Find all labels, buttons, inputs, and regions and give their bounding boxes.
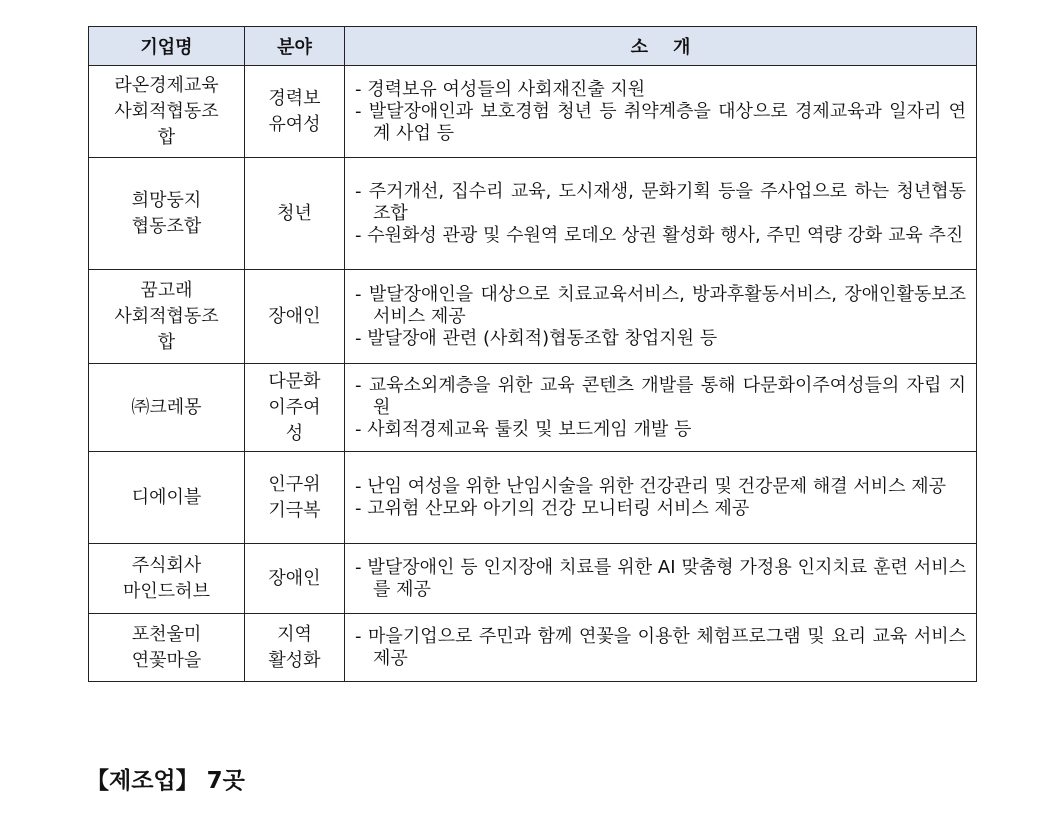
company-name-line: 사회적협동조: [114, 100, 219, 122]
company-name-line: ㈜크레몽: [131, 396, 202, 418]
company-name-cell: [89, 544, 245, 614]
field-cell: [245, 66, 345, 158]
table-row: [89, 270, 977, 364]
table-row: [89, 66, 977, 158]
header-company: 기업명: [89, 27, 245, 66]
table-row: [89, 364, 977, 452]
field-cell: [245, 270, 345, 364]
table-header: [89, 27, 977, 66]
company-name-line: 희망둥지: [131, 189, 202, 211]
company-table: [88, 26, 977, 682]
section-heading: 【제조업】 7곳: [86, 768, 245, 794]
table-row: [89, 452, 977, 544]
field-line: 유여성: [268, 113, 321, 135]
field-line: 다문화: [268, 370, 321, 392]
table-row: [89, 544, 977, 614]
field-line: 청년: [277, 202, 312, 224]
company-name-cell: [89, 364, 245, 452]
table-row: [89, 614, 977, 682]
description-cell: [345, 270, 977, 364]
description-cell: [345, 614, 977, 682]
field-line: 장애인: [268, 305, 321, 327]
description-item: - 발달장애 관련 (사회적)협동조합 창업지원 등: [355, 327, 718, 349]
company-name-cell: [89, 270, 245, 364]
company-name-line: 라온경제교육: [114, 74, 219, 96]
description-item: - 주거개선, 집수리 교육, 도시재생, 문화기획 등을 주사업으로 하는 청년협동조합: [355, 180, 966, 224]
field-line: 이주여: [268, 396, 321, 418]
company-name-cell: [89, 158, 245, 270]
field-cell: [245, 452, 345, 544]
company-name-line: 합: [157, 331, 176, 353]
company-name-line: 협동조합: [131, 215, 202, 237]
field-line: 인구위: [268, 473, 321, 495]
description-cell: [345, 452, 977, 544]
description-item: - 고위험 산모와 아기의 건강 모니터링 서비스 제공: [355, 497, 750, 519]
description-item: - 경력보유 여성들의 사회재진출 지원: [355, 78, 646, 100]
header-intro: 소 개: [345, 27, 977, 66]
field-cell: [245, 544, 345, 614]
table-body: [89, 66, 977, 682]
description-item: - 난임 여성을 위한 난임시술을 위한 건강관리 및 건강문제 해결 서비스 제공: [355, 475, 947, 497]
table-row: [89, 158, 977, 270]
description-item: - 마을기업으로 주민과 함께 연꽃을 이용한 체험프로그램 및 요리 교육 서비스 제공: [355, 625, 966, 669]
header-row: [89, 27, 977, 66]
company-name-line: 마인드허브: [123, 580, 210, 602]
field-cell: [245, 364, 345, 452]
company-name-line: 합: [157, 126, 176, 148]
company-name-line: 사회적협동조: [114, 305, 219, 327]
company-name-cell: [89, 614, 245, 682]
field-line: 장애인: [268, 567, 321, 589]
description-cell: [345, 364, 977, 452]
company-name-cell: [89, 452, 245, 544]
description-item: - 발달장애인을 대상으로 치료교육서비스, 방과후활동서비스, 장애인활동보조 서비스 제공: [355, 283, 966, 327]
field-cell: [245, 614, 345, 682]
company-name-line: 꿈고래: [140, 279, 193, 301]
company-name-line: 포천울미: [131, 623, 202, 645]
description-cell: [345, 66, 977, 158]
description-item: - 교육소외계층을 위한 교육 콘텐츠 개발를 통해 다문화이주여성들의 자립 지원: [355, 374, 966, 418]
description-item: - 사회적경제교육 툴킷 및 보드게임 개발 등: [355, 418, 692, 440]
company-name-line: 연꽃마을: [131, 649, 202, 671]
description-item: - 발달장애인과 보호경험 청년 등 취약계층을 대상으로 경제교육과 일자리 연계 사업 등: [355, 100, 966, 144]
field-line: 경력보: [268, 87, 321, 109]
header-field: 분야: [245, 27, 345, 66]
field-cell: [245, 158, 345, 270]
field-line: 성: [285, 422, 304, 444]
description-cell: [345, 544, 977, 614]
field-line: 활성화: [268, 649, 321, 671]
field-line: 지역: [277, 623, 312, 645]
description-cell: [345, 158, 977, 270]
description-item: - 수원화성 관광 및 수원역 로데오 상권 활성화 행사, 주민 역량 강화 교육 추진: [355, 224, 964, 246]
company-name-line: 주식회사: [131, 554, 202, 576]
field-line: 기극복: [268, 499, 321, 521]
company-name-cell: [89, 66, 245, 158]
description-item: - 발달장애인 등 인지장애 치료를 위한 AI 맞춤형 가정용 인지치료 훈련 서비스를 제공: [355, 556, 966, 600]
company-name-line: 디에이블: [131, 486, 202, 508]
